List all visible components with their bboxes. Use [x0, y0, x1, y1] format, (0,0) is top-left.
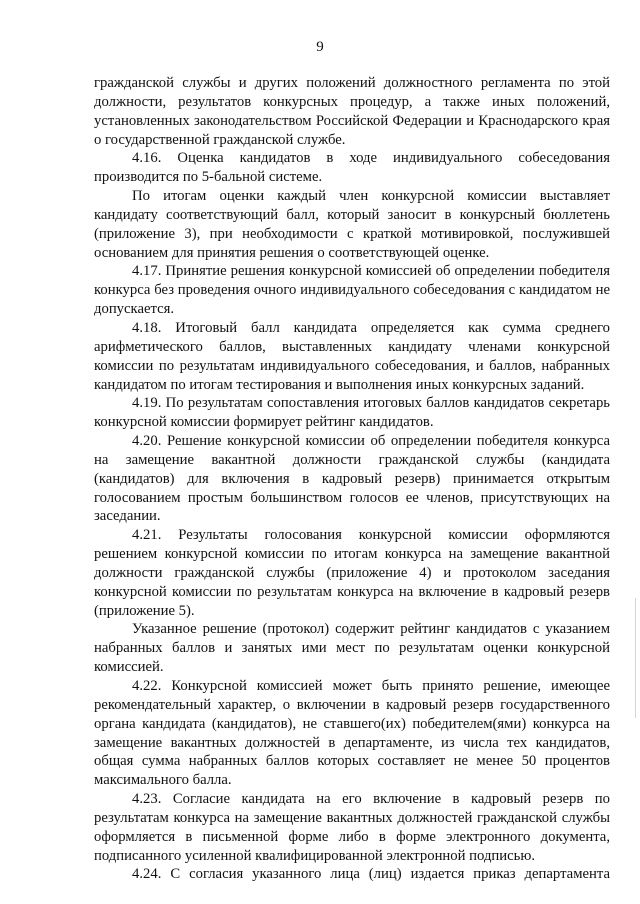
paragraph-4-19: 4.19. По результатам сопоставления итоговых баллов кандидатов секретарь конкурсной комиссии формирует рейтинг кандидатов. [94, 395, 610, 431]
paragraph: По итогам оценки каждый член конкурсной комиссии выставляет кандидату соответствующий балл, который заносит в конкурсный бюллетень (приложение 3), при необходимости с краткой мотивировкой, послужившей основанием для принятия решения о соответствующей оценке. [94, 188, 610, 261]
paragraph: Указанное решение (протокол) содержит рейтинг кандидатов с указанием набранных баллов и занятых ими мест по результатам оценки конкурсной комиссией. [94, 621, 610, 676]
paragraph-4-18: 4.18. Итоговый балл кандидата определяется как сумма среднего арифметического баллов, выставленных кандидату членами конкурсной комиссии по результатам индивидуального собеседования, и баллов, набранных кандидатом по итогам тестирования и выполнения иных конкурсных заданий. [94, 319, 610, 393]
document-body [94, 74, 610, 884]
paragraph-4-17: 4.17. Принятие решения конкурсной комиссией об определении победителя конкурса без проведения очного индивидуального собеседования с кандидатом не допускается. [94, 263, 610, 318]
paragraph-4-24: 4.24. С согласия указанного лица (лиц) издается приказ департамента [132, 866, 610, 883]
paragraph-4-20: 4.20. Решение конкурсной комиссии об определении победителя конкурса на замещение вакантной должности гражданской службы (кандидата (кандидатов) для включения в кадровый резерв) принимается открытым голосованием простым большинством голосов ее членов, присутствующих на заседании. [94, 433, 610, 525]
paragraph: гражданской службы и других положений должностного регламента по этой должности, результатов конкурсных процедур, а также иных положений, установленных законодательством Российской Федерации и Краснодарского края о государственной гражданской службе. [94, 75, 610, 148]
page-number: 9 [316, 39, 324, 55]
paragraph-4-21: 4.21. Результаты голосования конкурсной комиссии оформляются решением конкурсной комиссии по итогам конкурса на замещение вакантной должности гражданской службы (приложение 4) и протоколом заседания конкурсной комиссии по результатам конкурса на включение в кадровый резерв (приложение 5). [94, 527, 610, 619]
paragraph-4-22: 4.22. Конкурсной комиссией может быть принято решение, имеющее рекомендательный характер, о включении в кадровый резерв государственного органа кандидата (кандидатов), не ставшего(их) победителем(ями) конкурса на замещение вакантных должностей в департаменте, из числа тех кандидатов, общая сумма набранных баллов которых составляет не менее 50 процентов максимального балла. [94, 678, 610, 789]
paragraph-4-16: 4.16. Оценка кандидатов в ходе индивидуального собеседования производится по 5-бальной системе. [94, 150, 610, 186]
scan-edge-mark [635, 598, 636, 718]
paragraph-4-23: 4.23. Согласие кандидата на его включение в кадровый резерв по результатам конкурса на замещение вакантных должностей гражданской службы оформляется в письменной форме либо в форме электронного документа, подписанного усиленной квалифицированной электронной подписью. [94, 791, 610, 864]
